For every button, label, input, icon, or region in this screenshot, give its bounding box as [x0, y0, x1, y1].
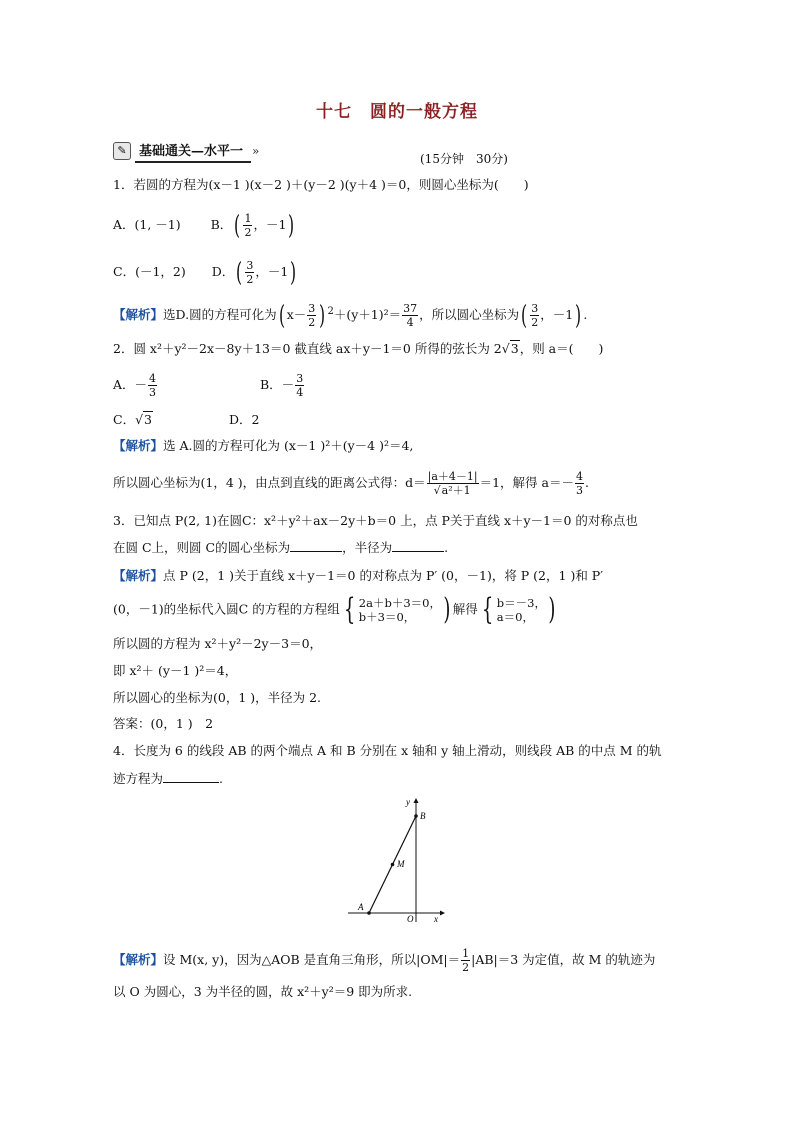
q4-blank[interactable] [163, 770, 219, 783]
point-a [367, 911, 371, 915]
point-b [414, 814, 418, 818]
q3-stem-2: 在圆 C上，则圆 C的圆心坐标为 ，半径为 . [113, 540, 449, 555]
q4-analysis-1: 【解析】设 M(x, y)，因为△AOB 是直角三角形，所以|OM|＝ $\frac{1}{2}$ |AB|＝3 为定值，故 M 的轨迹为 [113, 947, 656, 974]
q1-options-cd [113, 259, 299, 286]
q3-analysis-3: 所以圆的方程为 x²＋y²－2y－3＝0， [113, 636, 323, 651]
label-a: A [358, 902, 364, 912]
q3-analysis-5: 所以圆心的坐标为(0，1 )，半径为 2. [113, 690, 322, 705]
q4-stem-1: 4．长度为 6 的线段 AB 的两个端点 A 和 B 分别在 x 轴和 y 轴上滑动，则线段 AB 的中点 M 的轨 [113, 743, 662, 758]
lightbulb-icon: ✎ [113, 142, 131, 160]
q3-blank-center[interactable] [290, 539, 342, 552]
q2-option-d: D．2 [228, 412, 260, 427]
q2-option-a: A．－ $\frac{4}{3}$ [113, 372, 157, 399]
q1-stem: 1．若圆的方程为(x－1 )(x－2 )＋(y－2 )(y＋4 )＝0，则圆心坐标为( ) [113, 177, 529, 192]
q4-figure [348, 795, 448, 925]
y-axis-arrow [414, 798, 419, 803]
q2-option-b: B．－ $\frac{3}{4}$ [260, 372, 304, 399]
section-label: 基础通关—水平一 [135, 138, 251, 163]
page-title: 十七 圆的一般方程 [316, 102, 478, 122]
q4-analysis-2: 以 O 为圆心，3 为半径的圆，故 x²＋y²＝9 即为所求. [113, 984, 413, 999]
q2-analysis-2: 所以圆心坐标为(1，4 )，由点到直线的距离公式得：d＝ $\frac{|a+4-1|}{\text{√a²＋1}}$ ＝1，解得 a＝－ $\frac{4}{3}$ . [113, 470, 589, 497]
label-m: M [397, 859, 405, 869]
label-x: x [434, 914, 438, 924]
q3-analysis-1: 【解析】点 P (2，1 )关于直线 x＋y－1＝0 的对称点为 P′ (0，－1)，将 P (2，1 )和 P′ [113, 568, 604, 583]
q3-blank-radius[interactable] [392, 539, 444, 552]
section-header [113, 138, 259, 163]
q3-analysis-4: 即 x²＋ (y－1 )²＝4， [113, 663, 238, 678]
q4-stem-2: 迹方程为 . [113, 771, 223, 786]
q3-answer: 答案：(0，1 ) 2 [113, 716, 214, 731]
label-b: B [420, 811, 426, 821]
q2-option-c: C．√3 [113, 412, 152, 427]
label-o: O [407, 914, 414, 924]
point-m [391, 863, 395, 867]
q2-analysis-1: 【解析】选 A.圆的方程可化为 (x－1 )²＋(y－4 )²＝4, [113, 438, 414, 453]
section-arrow: » [252, 143, 260, 158]
q2-options-cd [113, 410, 259, 430]
q3-stem-1: 3．已知点 P(2, 1)在圆C：x²＋y²＋ax－2y＋b＝0 上，点 P关于直线 x＋y－1＝0 的对称点也 [113, 513, 638, 528]
q1-option-d: D．( $\frac{3}{2}$ ，－1) [211, 257, 297, 288]
q1-analysis: 【解析】选D.圆的方程可化为( x－ $\frac{3}{2}$ ) $^2$＋(y＋1)²＝ $\frac{37}{4}$ ，所以圆心坐标为( $\frac{3}{2}$ ，－1) . [113, 300, 588, 331]
q2-options-ab [113, 372, 305, 399]
q3-analysis-2: (0，－1)的坐标代入圆C 的方程的方程组 { 2a＋b＋3＝0， b＋3＝0， ) 解得 { b＝－3， a＝0， ) [113, 592, 556, 627]
x-axis-arrow [440, 911, 445, 916]
q1-option-c: C．(－1，2) [113, 264, 186, 279]
label-y: y [406, 797, 410, 807]
q1-option-b: B．( $\frac{1}{2}$ ，－1) [210, 210, 295, 241]
q1-options-ab [113, 212, 297, 239]
q1-option-a: A．(1, －1) [113, 217, 181, 232]
timing-note: (15分钟 30分) [420, 152, 508, 166]
q2-stem: 2．圆 x²＋y²－2x－8y＋13＝0 截直线 ax＋y－1＝0 所得的弦长为 2√3，则 a＝( ) [113, 341, 604, 356]
